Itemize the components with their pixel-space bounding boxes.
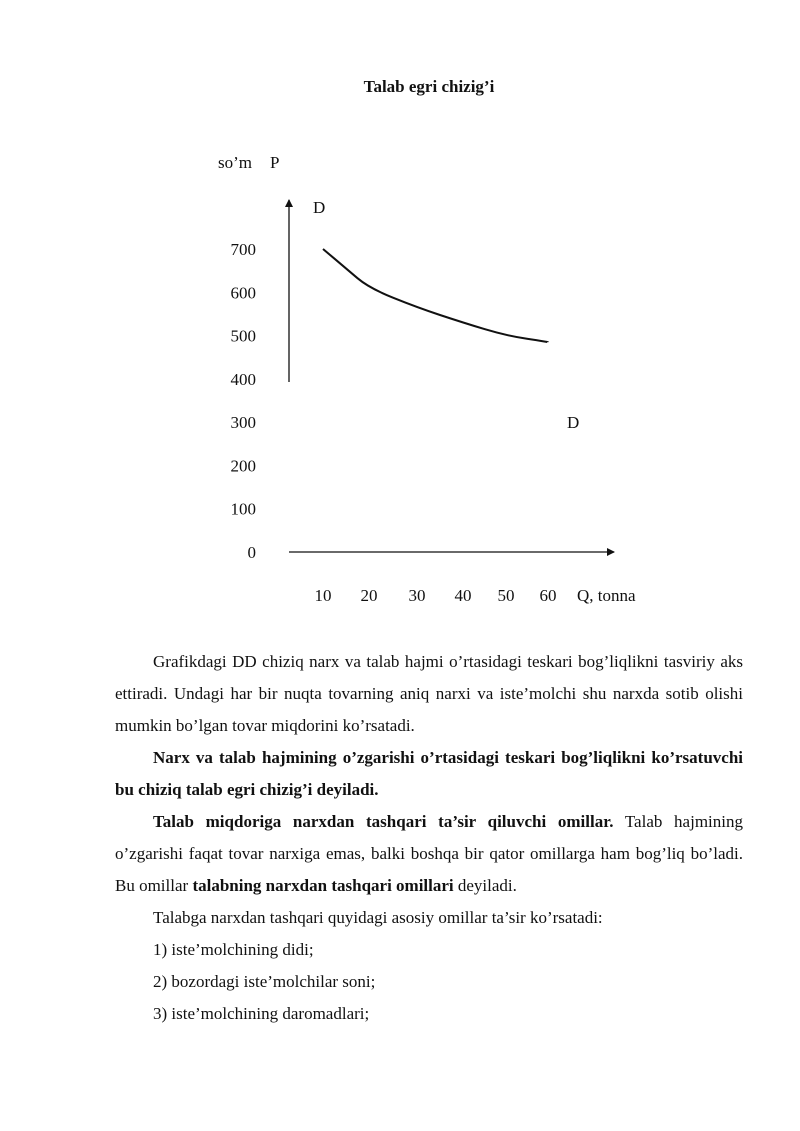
curve-label-end: D	[567, 413, 580, 432]
x-tick-label: 50	[497, 586, 515, 605]
definition-bold: Narx va talab hajmining o’zgarishi o’rtasidagi teskari bog’liqlikni ko’rsatuvchi bu chiziq talab egri chizig’i deyiladi.	[115, 748, 743, 799]
x-tick-label: 10	[314, 586, 332, 605]
page-title: Talab egri chizig’i	[363, 77, 495, 96]
title-area	[0, 0, 800, 120]
paragraph-3	[115, 806, 743, 902]
y-tick-label: 0	[247, 543, 256, 562]
paragraph-1: Grafikdagi DD chiziq narx va talab hajmi o’rtasidagi teskari bog’liqlikni tasviriy aks ettiradi. Undagi har bir nuqta tovarning aniq narxi va iste’molchi shu narxda sotib olishi mumkin bo’lgan tovar miqdorini ko’rsatadi.	[115, 652, 743, 735]
y-tick-label: 200	[230, 456, 256, 476]
list-item: 1) iste’molchining didi;	[153, 940, 314, 959]
body-text	[115, 646, 743, 1030]
paragraph-3-end: deyiladi.	[453, 876, 517, 895]
x-tick-label: 20	[360, 586, 378, 605]
y-tick-label: 100	[230, 499, 256, 519]
y-tick-label: 400	[230, 369, 256, 389]
paragraph-2	[115, 742, 743, 806]
curve-label-start: D	[313, 198, 326, 217]
list-item: 2) bozordagi iste’molchilar soni;	[153, 972, 376, 991]
list-item: 3) iste’molchining daromadlari;	[153, 1004, 370, 1023]
section-heading-bold: Talab miqdoriga narxdan tashqari ta’sir qiluvchi omillar.	[153, 812, 614, 831]
y-tick-label: 600	[230, 283, 256, 303]
y-tick-label: 700	[230, 240, 256, 259]
x-axis-label: Q, tonna	[577, 586, 636, 605]
y-tick-labels	[231, 240, 257, 562]
x-tick-label: 30	[408, 586, 426, 605]
paragraph-3-text: Talab hajmining o’zgarishi faqat tovar narxiga emas, balki boshqa bir qator omillarga ham bog’liq bo’ladi. Bu omillar	[115, 812, 743, 895]
demand-curve-line	[323, 249, 548, 342]
y-tick-label: 300	[230, 413, 256, 433]
x-tick-label: 40	[454, 586, 472, 605]
x-tick-labels	[315, 586, 557, 605]
y-tick-label: 500	[230, 326, 256, 346]
term-bold: talabning narxdan tashqari omillari	[192, 876, 454, 895]
y-unit-label: so’m	[218, 153, 252, 172]
demand-curve-chart	[0, 140, 800, 620]
paragraph-4: Talabga narxdan tashqari quyidagi asosiy omillar ta’sir ko’rsatadi:	[153, 908, 603, 927]
y-axis-label: P	[270, 153, 280, 172]
x-tick-label: 60	[539, 586, 557, 605]
